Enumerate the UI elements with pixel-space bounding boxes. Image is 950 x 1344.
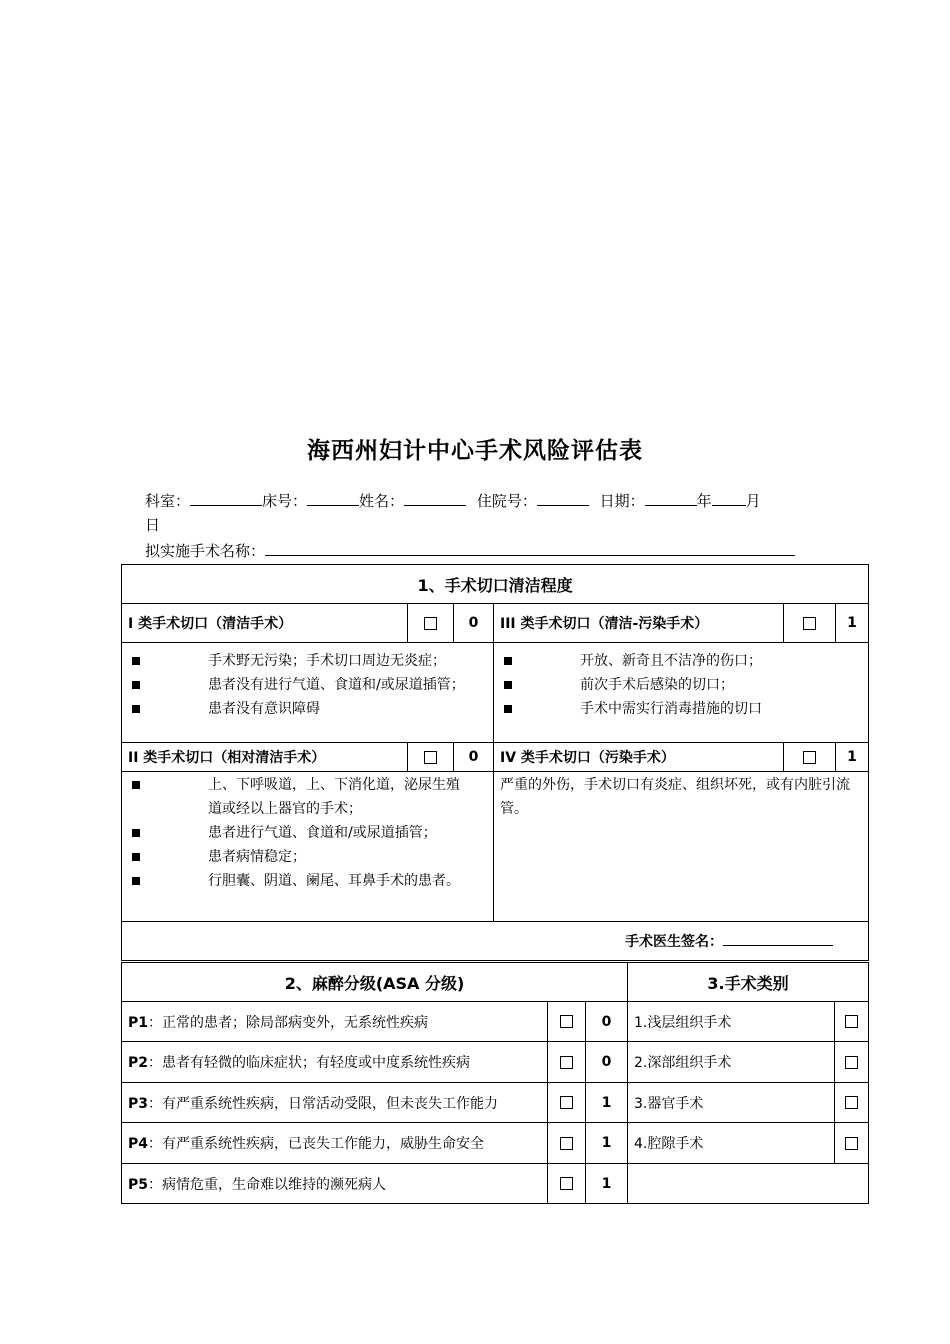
surgery-type-checkbox[interactable] xyxy=(835,1083,869,1123)
dept-label: 科室： xyxy=(145,492,191,510)
bed-field[interactable] xyxy=(307,491,359,506)
patient-info-line xyxy=(145,490,761,512)
signature-label: 手术医生签名： xyxy=(625,934,724,950)
class2-label: II 类手术切口（相对清洁手术） xyxy=(122,743,408,772)
name-field[interactable] xyxy=(404,491,466,506)
asa-p1-checkbox[interactable] xyxy=(548,1002,586,1042)
asa-score: 0 xyxy=(586,1002,628,1042)
surgery-type-checkbox[interactable] xyxy=(835,1042,869,1083)
day-label: 日 xyxy=(145,516,161,534)
asa-text: ：有严重系统性疾病，日常活动受限，但未丧失工作能力 xyxy=(148,1095,499,1112)
empty-cell xyxy=(628,1164,869,1204)
asa-row-p2 xyxy=(122,1042,548,1083)
class2-checkbox[interactable] xyxy=(408,743,454,772)
year-label: 年 xyxy=(696,492,712,510)
asa-score: 1 xyxy=(586,1164,628,1204)
asa-code: P3 xyxy=(128,1095,149,1112)
month-label: 月 xyxy=(745,492,761,510)
year-field[interactable] xyxy=(645,491,697,506)
asa-text: ：病情危重，生命难以维持的濒死病人 xyxy=(148,1176,387,1193)
asa-code: P2 xyxy=(128,1055,149,1071)
bed-label: 床号： xyxy=(262,492,308,510)
class1-score: 0 xyxy=(454,604,494,643)
list-item: 手术中需实行消毒措施的切口 xyxy=(500,697,862,721)
class3-score: 1 xyxy=(836,604,869,643)
asa-p5-checkbox[interactable] xyxy=(548,1164,586,1204)
month-field[interactable] xyxy=(712,491,746,506)
class1-criteria xyxy=(122,643,494,743)
planned-surgery-field[interactable] xyxy=(265,541,795,556)
asa-row-p4 xyxy=(122,1123,548,1164)
section1-title: 1、手术切口清洁程度 xyxy=(122,565,869,604)
list-item: 患者病情稳定； xyxy=(128,845,487,869)
list-item: 行胆囊、阴道、阑尾、耳鼻手术的患者。 xyxy=(128,869,487,893)
surgery-type-item: 3.器官手术 xyxy=(628,1083,835,1123)
incision-table xyxy=(121,564,869,961)
asa-row-p5 xyxy=(122,1164,548,1204)
surgery-type-item: 4.腔隙手术 xyxy=(628,1123,835,1164)
asa-code: P4 xyxy=(128,1136,149,1152)
signature-field[interactable] xyxy=(723,931,833,946)
asa-code: P5 xyxy=(128,1176,149,1193)
asa-row-p3 xyxy=(122,1083,548,1123)
asa-p4-checkbox[interactable] xyxy=(548,1123,586,1164)
class4-criteria: 严重的外伤，手术切口有炎症、组织坏死，或有内脏引流管。 xyxy=(494,772,869,922)
list-item: 患者没有进行气道、食道和/或尿道插管； xyxy=(128,673,487,697)
date-label: 日期： xyxy=(599,492,645,510)
surgeon-signature xyxy=(122,922,869,961)
name-label: 姓名： xyxy=(359,492,405,510)
page-title: 海西州妇计中心手术风险评估表 xyxy=(307,438,643,464)
class4-label: IV 类手术切口（污染手术） xyxy=(494,743,784,772)
asa-p2-checkbox[interactable] xyxy=(548,1042,586,1083)
list-item: 前次手术后感染的切口； xyxy=(500,673,862,697)
section2-title: 2、麻醉分级(ASA 分级) xyxy=(122,963,628,1002)
class4-checkbox[interactable] xyxy=(784,743,836,772)
planned-surgery-line xyxy=(145,540,795,562)
asa-score: 0 xyxy=(586,1042,628,1083)
class4-score: 1 xyxy=(836,743,869,772)
class2-score: 0 xyxy=(454,743,494,772)
asa-text: ：患者有轻微的临床症状；有轻度或中度系统性疾病 xyxy=(148,1055,471,1071)
asa-score: 1 xyxy=(586,1083,628,1123)
surgery-type-checkbox[interactable] xyxy=(835,1123,869,1164)
class1-label: I 类手术切口（清洁手术） xyxy=(122,604,408,643)
class3-criteria xyxy=(494,643,869,743)
class3-checkbox[interactable] xyxy=(784,604,836,643)
admission-label: 住院号： xyxy=(476,492,537,510)
list-item: 开放、新奇且不洁净的伤口； xyxy=(500,649,862,673)
asa-table xyxy=(121,962,869,1204)
asa-p3-checkbox[interactable] xyxy=(548,1083,586,1123)
asa-text: ：正常的患者；除局部病变外，无系统性疾病 xyxy=(148,1014,429,1031)
planned-surgery-label: 拟实施手术名称： xyxy=(145,542,266,560)
surgery-type-item: 2.深部组织手术 xyxy=(628,1042,835,1083)
class3-label: III 类手术切口（清洁-污染手术） xyxy=(494,604,784,643)
list-item: 患者没有意识障碍 xyxy=(128,697,487,721)
admission-field[interactable] xyxy=(537,491,589,506)
class1-checkbox[interactable] xyxy=(408,604,454,643)
class2-criteria xyxy=(122,772,494,922)
list-item: 上、下呼吸道，上、下消化道，泌尿生殖道或经以上器官的手术； xyxy=(128,773,487,821)
asa-row-p1 xyxy=(122,1002,548,1042)
list-item: 患者进行气道、食道和/或尿道插管； xyxy=(128,821,487,845)
asa-code: P1 xyxy=(128,1014,149,1031)
surgery-type-checkbox[interactable] xyxy=(835,1002,869,1042)
dept-field[interactable] xyxy=(190,491,262,506)
surgery-type-item: 1.浅层组织手术 xyxy=(628,1002,835,1042)
asa-score: 1 xyxy=(586,1123,628,1164)
asa-text: ：有严重系统性疾病，已丧失工作能力，威胁生命安全 xyxy=(148,1136,485,1152)
list-item: 手术野无污染；手术切口周边无炎症； xyxy=(128,649,487,673)
section3-title: 3.手术类别 xyxy=(628,963,869,1002)
